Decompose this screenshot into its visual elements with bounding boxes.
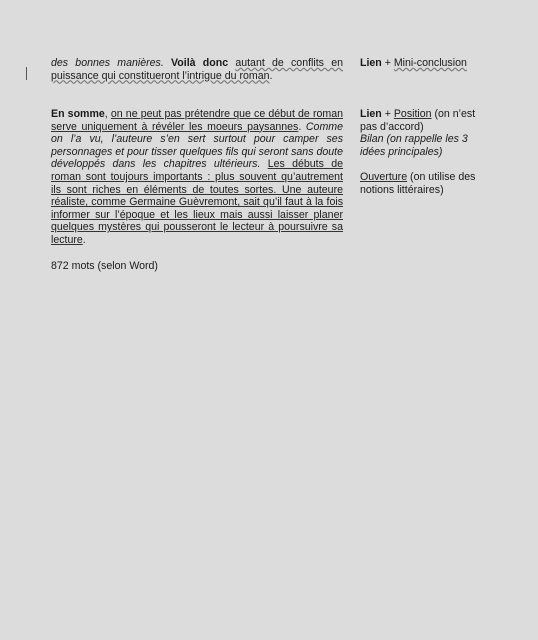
- italic-text: des bonnes manières.: [51, 57, 164, 69]
- side-plus: +: [381, 57, 394, 69]
- side-underlined: Position: [393, 108, 432, 120]
- side-paren: (on n’est pas d’accord): [360, 108, 476, 133]
- period: .: [269, 69, 273, 82]
- side-bold: Lien: [360, 108, 382, 120]
- side-plus: +: [381, 108, 394, 120]
- paragraph-conclusion-intro: [51, 57, 343, 82]
- italic-text: Comme on l’a vu, l’auteure s’en sert surtout pour camper ses personnages et pour tisser quelques fils qui seront sans doute développés dans les chapitres ultérieurs.: [51, 120, 343, 171]
- side-italic: Bilan (on rappelle les 3 idées principales): [360, 133, 468, 158]
- side-underlined: Ouverture: [360, 171, 408, 183]
- paragraph-conclusion: [51, 108, 343, 247]
- side-bold: Lien: [360, 57, 382, 69]
- text-cursor: [26, 67, 27, 80]
- side-note-2: [360, 108, 490, 158]
- word-count: 872 mots (selon Word): [51, 260, 158, 272]
- underlined-text-1: on ne peut pas prétendre que ce début de roman serve uniquement à révéler les moeurs paysannes: [51, 108, 343, 133]
- side-rest: (on utilise des notions littéraires): [360, 171, 476, 196]
- underlined-text: autant de conflits en puissance qui constitueront l’intrigue du roman: [51, 57, 343, 82]
- bold-text: En somme: [51, 108, 105, 120]
- space: [260, 158, 267, 170]
- period: .: [298, 120, 306, 133]
- period: .: [82, 233, 86, 246]
- bold-text: Voilà donc: [171, 57, 229, 69]
- underlined-text-2: Les débuts de roman sont toujours importants : plus souvent qu’autrement ils sont riches en éléments de toutes sortes. Une auteure réaliste, comme Germaine Guèvremont, sait qu’il faut à la fois informer sur l’époque et les lieux mais aussi laisser planer quelques mystères qui pousseront le lecteur à poursuivre sa lecture: [51, 158, 343, 246]
- side-note-3: [360, 171, 490, 196]
- side-underlined: Mini-conclusion: [393, 57, 467, 69]
- side-note-1: [360, 57, 490, 70]
- comma: ,: [104, 108, 111, 120]
